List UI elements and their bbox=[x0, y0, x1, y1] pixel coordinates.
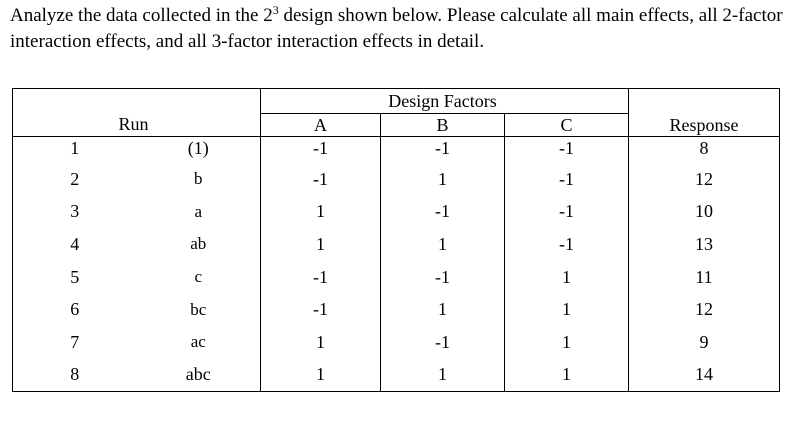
run-header-cell bbox=[118, 113, 261, 137]
factor-b-cell: -1 bbox=[381, 137, 505, 164]
factor-a-cell: 1 bbox=[261, 196, 381, 229]
table-row bbox=[13, 137, 780, 164]
factor-b-cell: 1 bbox=[381, 163, 505, 196]
run-number-cell: 1 bbox=[13, 137, 137, 164]
response-header: Response bbox=[629, 114, 780, 137]
header-blank-cell bbox=[505, 89, 629, 114]
factor-a-header: A bbox=[261, 114, 381, 137]
header-blank-cell bbox=[629, 89, 780, 114]
question-part-1: Analyze the data collected in the 2 bbox=[10, 5, 273, 26]
factor-a-cell: 1 bbox=[261, 359, 381, 392]
run-label-cell: ac bbox=[137, 326, 261, 359]
factor-a-cell: 1 bbox=[261, 228, 381, 261]
response-cell: 13 bbox=[629, 228, 780, 261]
table-row bbox=[13, 359, 780, 392]
factor-a-cell: -1 bbox=[261, 261, 381, 294]
question-exponent: 3 bbox=[272, 3, 279, 17]
factor-c-cell: 1 bbox=[505, 359, 629, 392]
table-row bbox=[13, 261, 780, 294]
factor-c-cell: -1 bbox=[505, 228, 629, 261]
run-number-cell: 4 bbox=[13, 228, 137, 261]
response-cell: 14 bbox=[629, 359, 780, 392]
design-table bbox=[12, 88, 780, 392]
table-row bbox=[13, 293, 780, 326]
run-number-cell: 5 bbox=[13, 261, 137, 294]
response-cell: 11 bbox=[629, 261, 780, 294]
table-row bbox=[13, 228, 780, 261]
run-number-cell: 7 bbox=[13, 326, 137, 359]
run-header: Run bbox=[118, 113, 149, 134]
factor-c-cell: 1 bbox=[505, 261, 629, 294]
factor-c-cell: -1 bbox=[505, 163, 629, 196]
run-label-cell: (1) bbox=[137, 137, 261, 164]
table-row bbox=[13, 326, 780, 359]
factor-b-cell: 1 bbox=[381, 293, 505, 326]
question-text bbox=[10, 3, 800, 55]
run-label-cell: bc bbox=[137, 293, 261, 326]
header-blank-cell bbox=[13, 89, 137, 114]
response-cell: 12 bbox=[629, 163, 780, 196]
run-label-cell: a bbox=[137, 196, 261, 229]
table-row bbox=[13, 196, 780, 229]
factor-c-cell: -1 bbox=[505, 137, 629, 164]
design-factors-header: Design Factors bbox=[381, 89, 505, 114]
factor-a-cell: -1 bbox=[261, 163, 381, 196]
response-cell: 10 bbox=[629, 196, 780, 229]
factor-b-cell: -1 bbox=[381, 326, 505, 359]
run-label-cell: abc bbox=[137, 359, 261, 392]
run-number-cell: 2 bbox=[13, 163, 137, 196]
factor-b-header: B bbox=[381, 114, 505, 137]
table-row bbox=[13, 163, 780, 196]
factor-c-cell: 1 bbox=[505, 326, 629, 359]
run-number-cell: 8 bbox=[13, 359, 137, 392]
question-part-2: design shown below. Please calculate all main effects, all 2-factor interaction effects, and all 3-factor interaction effects in detail. bbox=[10, 5, 783, 52]
run-label-cell: c bbox=[137, 261, 261, 294]
factor-b-cell: 1 bbox=[381, 228, 505, 261]
factor-b-cell: 1 bbox=[381, 359, 505, 392]
header-blank-cell bbox=[137, 89, 261, 114]
factor-c-cell: 1 bbox=[505, 293, 629, 326]
factor-b-cell: -1 bbox=[381, 196, 505, 229]
factor-a-cell: -1 bbox=[261, 137, 381, 164]
run-label-cell: ab bbox=[137, 228, 261, 261]
header-blank-cell bbox=[261, 89, 381, 114]
factor-c-cell: -1 bbox=[505, 196, 629, 229]
factor-c-header: C bbox=[505, 114, 629, 137]
response-cell: 9 bbox=[629, 326, 780, 359]
run-number-cell: 6 bbox=[13, 293, 137, 326]
factor-a-cell: 1 bbox=[261, 326, 381, 359]
response-cell: 8 bbox=[629, 137, 780, 164]
response-cell: 12 bbox=[629, 293, 780, 326]
run-number-cell: 3 bbox=[13, 196, 137, 229]
run-label-cell: b bbox=[137, 163, 261, 196]
factor-b-cell: -1 bbox=[381, 261, 505, 294]
factor-a-cell: -1 bbox=[261, 293, 381, 326]
